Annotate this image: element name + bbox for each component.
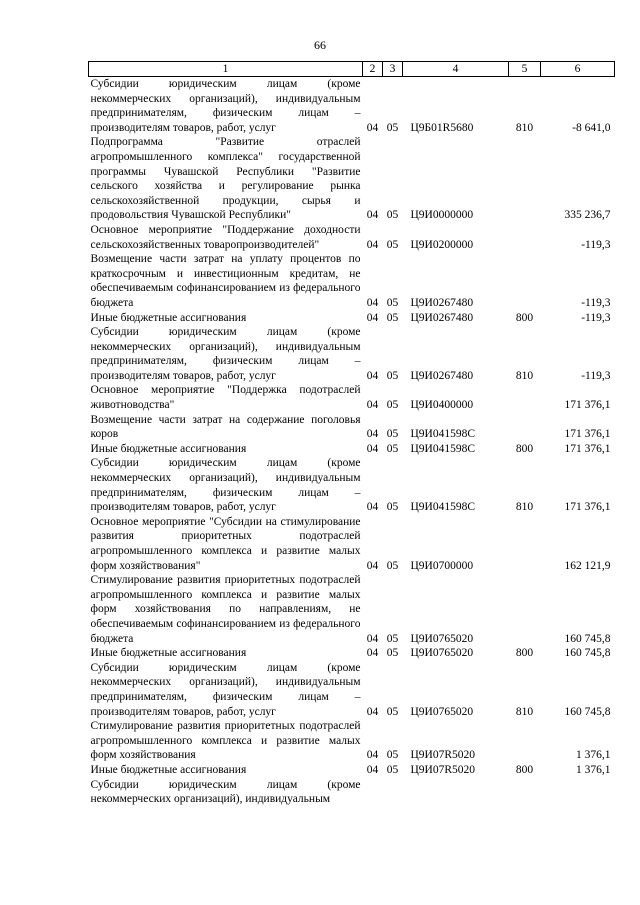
subsection-code: 05 (386, 428, 399, 441)
expense-type-code (509, 515, 541, 573)
subsection-code: 05 (386, 749, 399, 762)
item-name: Иные бюджетные ассигнования (90, 647, 247, 660)
column-header-section: 2 (363, 62, 383, 77)
expense-type-code (509, 778, 541, 807)
amount: 171 376,1 (564, 442, 611, 455)
amount: 160 745,8 (564, 705, 611, 718)
amount: -119,3 (581, 311, 611, 324)
item-name: Иные бюджетные ассигнования (90, 442, 247, 455)
expense-type-code: 810 (515, 121, 534, 134)
table-row (89, 135, 615, 223)
expense-type-code (509, 383, 541, 412)
table-row (89, 646, 615, 661)
item-name: Субсидии юридическим лицам (кроме некоммерческих организаций), индивидуальным предпринимателям, физическим лицам – производителям товаров, работ, услуг (90, 326, 361, 382)
item-name: Возмещение части затрат на содержание поголовья коров (90, 413, 361, 441)
amount: 160 745,8 (564, 647, 611, 660)
amount: -119,3 (581, 369, 611, 382)
section-code: 04 (366, 296, 379, 309)
amount: 162 121,9 (564, 559, 611, 572)
target-article-code: Ц9И0765020 (410, 705, 474, 718)
target-article-code: Ц9И0400000 (410, 399, 474, 412)
section-code: 04 (366, 121, 379, 134)
table-row (89, 778, 615, 807)
target-article-code: Ц9И0765020 (410, 647, 474, 660)
amount: -8 641,0 (572, 121, 611, 134)
section-code: 04 (366, 749, 379, 762)
expense-type-code (509, 252, 541, 310)
item-name: Подпрограмма "Развитие отраслей агропромышленного комплекса" государственной программы Чувашской Республики "Развитие сельского хозяйства и регулирование рынка сельскохозяйственной продукции, сырья и продовольствия Чувашской Республики" (90, 136, 361, 222)
header-row (89, 62, 615, 77)
table-row (89, 413, 615, 442)
expense-type-code: 800 (515, 647, 534, 660)
section-code: 04 (366, 428, 379, 441)
amount: 171 376,1 (564, 428, 611, 441)
section-code: 04 (366, 311, 379, 324)
subsection-code: 05 (386, 559, 399, 572)
expense-type-code: 800 (515, 311, 534, 324)
target-article-code: Ц9И07R5020 (410, 749, 476, 762)
subsection-code: 05 (386, 369, 399, 382)
subsection-code: 05 (386, 705, 399, 718)
expense-type-code: 800 (515, 442, 534, 455)
subsection-code: 05 (386, 399, 399, 412)
table-row (89, 77, 615, 136)
subsection-code (383, 778, 403, 807)
table-row (89, 325, 615, 383)
subsection-code: 05 (386, 647, 399, 660)
subsection-code: 05 (386, 311, 399, 324)
budget-table (88, 61, 615, 807)
section-code: 04 (366, 369, 379, 382)
subsection-code: 05 (386, 296, 399, 309)
section-code: 04 (366, 399, 379, 412)
table-row (89, 719, 615, 763)
column-header-subsection: 3 (383, 62, 403, 77)
section-code: 04 (366, 238, 379, 251)
expense-type-code (509, 719, 541, 763)
subsection-code: 05 (386, 763, 399, 776)
expense-type-code: 800 (515, 763, 534, 776)
section-code: 04 (366, 501, 379, 514)
table-row (89, 223, 615, 252)
target-article-code: Ц9И0267480 (410, 369, 474, 382)
item-name: Основное мероприятие "Поддержка подотраслей животноводства" (90, 384, 361, 412)
amount (541, 778, 615, 807)
target-article-code: Ц9И0700000 (410, 559, 474, 572)
subsection-code: 05 (386, 632, 399, 645)
target-article-code: Ц9И041598С (410, 428, 476, 441)
target-article-code: Ц9И041598С (410, 442, 476, 455)
subsection-code: 05 (386, 238, 399, 251)
target-article-code: Ц9И0765020 (410, 632, 474, 645)
item-name: Субсидии юридическим лицам (кроме некоммерческих организаций), индивидуальным предпринимателям, физическим лицам – производителям товаров, работ, услуг (90, 661, 361, 718)
expense-type-code (509, 413, 541, 442)
amount: 171 376,1 (564, 501, 611, 514)
item-name: Основное мероприятие "Субсидии на стимулирование развития приоритетных подотраслей агропромышленного комплекса и развитие малых форм хозяйствования" (90, 515, 361, 572)
target-article-code (403, 778, 509, 807)
amount: 1 376,1 (576, 763, 611, 776)
item-name: Иные бюджетные ассигнования (90, 763, 247, 776)
table-row (89, 383, 615, 412)
expense-type-code (509, 135, 541, 223)
table-row (89, 573, 615, 646)
item-name: Субсидии юридическим лицам (кроме некоммерческих организаций), индивидуальным предпринимателям, физическим лицам – производителям товаров, работ, услуг (90, 457, 361, 514)
item-name: Стимулирование развития приоритетных подотраслей агропромышленного комплекса и развитие малых форм хозяйствования по направлениям, не обеспечиваемым софинансированием из федерального бюджета (90, 574, 361, 645)
section-code: 04 (366, 632, 379, 645)
expense-type-code: 810 (515, 501, 534, 514)
expense-type-code (509, 223, 541, 252)
section-code: 04 (366, 647, 379, 660)
amount: -119,3 (581, 296, 611, 309)
amount: 335 236,7 (564, 209, 611, 222)
item-name: Основное мероприятие "Поддержание доходности сельскохозяйственных товаропроизводителей" (90, 223, 361, 251)
expense-type-code (509, 573, 541, 646)
section-code: 04 (366, 442, 379, 455)
target-article-code: Ц9И0267480 (410, 311, 474, 324)
table-row (89, 515, 615, 573)
section-code: 04 (366, 763, 379, 776)
target-article-code: Ц9И0267480 (410, 296, 474, 309)
target-article-code: Ц9И041598С (410, 501, 476, 514)
table-body (89, 77, 615, 807)
target-article-code: Ц9И0000000 (410, 209, 474, 222)
amount: 171 376,1 (564, 399, 611, 412)
item-name: Субсидии юридическим лицам (кроме некоммерческих организаций), индивидуальным предпринимателям, физическим лицам – производителям товаров, работ, услуг (90, 78, 361, 134)
section-code (363, 778, 383, 807)
item-name: Возмещение части затрат на уплату процентов по краткосрочным и инвестиционным кредитам, не обеспечиваемым софинансированием из федерального бюджета (90, 253, 361, 309)
column-header-expense-type: 5 (509, 62, 541, 77)
section-code: 04 (366, 209, 379, 222)
table-row (89, 442, 615, 457)
item-name: Субсидии юридическим лицам (кроме некоммерческих организаций), индивидуальным (90, 778, 361, 806)
item-name: Стимулирование развития приоритетных подотраслей агропромышленного комплекса и развитие малых форм хозяйствования (90, 720, 361, 762)
target-article-code: Ц9И07R5020 (410, 763, 476, 776)
amount: 1 376,1 (576, 749, 611, 762)
target-article-code: Ц9И0200000 (410, 238, 474, 251)
table-row (89, 456, 615, 514)
table-row (89, 311, 615, 326)
subsection-code: 05 (386, 501, 399, 514)
table-row (89, 763, 615, 778)
table-row (89, 252, 615, 310)
section-code: 04 (366, 705, 379, 718)
amount: 160 745,8 (564, 632, 611, 645)
item-name: Иные бюджетные ассигнования (90, 311, 247, 324)
column-header-target-code: 4 (403, 62, 509, 77)
expense-type-code: 810 (515, 705, 534, 718)
subsection-code: 05 (386, 442, 399, 455)
expense-type-code: 810 (515, 369, 534, 382)
column-header-name: 1 (89, 62, 363, 77)
column-header-amount: 6 (541, 62, 615, 77)
amount: -119,3 (581, 238, 611, 251)
target-article-code: Ц9Б01R5680 (410, 121, 474, 134)
subsection-code: 05 (386, 209, 399, 222)
page-number: 66 (314, 38, 326, 52)
section-code: 04 (366, 559, 379, 572)
subsection-code: 05 (386, 121, 399, 134)
table-row (89, 661, 615, 719)
